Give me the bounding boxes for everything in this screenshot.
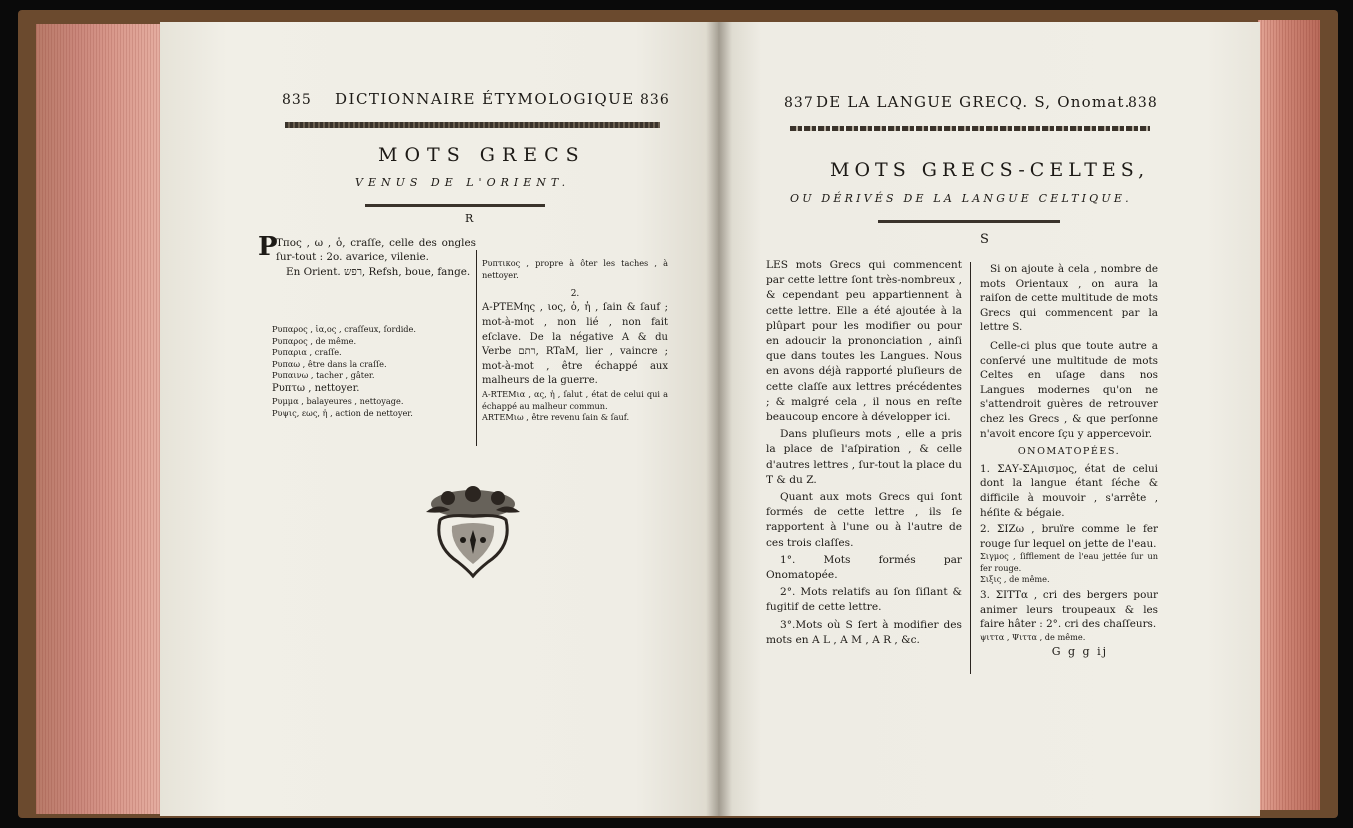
left-running-title: DICTIONNAIRE ÉTYMOLOGIQUE (335, 90, 635, 108)
right-header-ornament (790, 126, 1150, 131)
list-item: Ρυπτω , nettoyer. (272, 382, 360, 394)
right-col-1 (766, 258, 962, 648)
paragraph: Si on ajoute à cela , nombre de mots Orientaux , on aura la raiſon de cette multitude de mots Grecs qui commencent par la lettre S. (980, 263, 1158, 334)
paragraph: 1°. Mots formés par Onomatopée. (766, 553, 962, 582)
list-item: Ρυπαω , être dans la craſſe. (272, 358, 387, 369)
list-item: Ρυπαρος , de même. (272, 335, 357, 346)
right-page-edges (1258, 20, 1320, 810)
drop-cap-p: P (258, 232, 278, 262)
subheading-onomatopees: ONOMATOPÉES. (1017, 446, 1121, 458)
right-letter-heading: S (980, 232, 989, 247)
right-page-number: 837 (784, 95, 814, 111)
left-page (160, 22, 720, 816)
column-divider (970, 262, 971, 674)
right-ornament-rule (878, 220, 1060, 223)
list-item: Ρυπαρος , ἰα,ος , craſſeux, ſordide. (272, 324, 417, 334)
left-letter-heading: R (465, 212, 474, 225)
list-item: Ρυψις, εως, ἡ , action de nettoyer. (272, 407, 413, 418)
printer-fleuron-icon (418, 484, 528, 580)
entry: 2. ΣΙΖω , bruïre comme le fer rouge ſur lequel on jette de l'eau. (980, 523, 1158, 550)
right-page-number-2: 838 (1128, 95, 1158, 111)
list-item: Ρυπαινω , tacher , gâter. (272, 370, 375, 381)
book-gutter (706, 22, 732, 816)
column-divider (476, 250, 477, 446)
left-header-rule (285, 122, 660, 128)
entry-sub: Σιγμος , ſifflement de l'eau jettée ſur un fer rouge. (980, 551, 1158, 573)
left-page-number: 835 (282, 92, 312, 108)
entry-first: Ρυπτικος , propre à ôter les taches , à nettoyer. (482, 258, 668, 280)
left-section-subtitle: VENUS DE L'ORIENT. (355, 176, 571, 189)
paragraph: 2°. Mots relatifs au ſon ſiſlant & fugitif de cette lettre. (766, 586, 962, 614)
paragraph: Dans pluſieurs mots , elle a pris la place de l'aſpiration , & celle d'autres lettres , ſur-tout la place du T & du Z. (766, 428, 962, 486)
right-col-2 (980, 262, 1158, 660)
list-item: Ρυπαρια , craſſe. (272, 347, 342, 358)
entry-artemes: A-PTEMης , ιος, ὁ, ἡ , ſain & ſauf ; mot-à-mot , non lié , non fait eſclave. De la négative A & du Verbe רתם, RTaM, lier , vaincre ; mot-à-mot , être échappé aux malheurs de la guerre. (482, 302, 668, 387)
paragraph: LES mots Grecs qui commencent par cette lettre ſont très-nombreux , & cependant peu appartiennent à cette lettre. Elle a été ajoutée à la plûpart pour les modifier ou pour en adoucir la prononciation , ainſi que dans toutes les Langues. Nous en avons déjà rapporté pluſieurs de cette claſſe aux lettres précédentes ; & malgré cela , il nous en reſte beaucoup encore à développer ici. (766, 259, 962, 424)
right-section-subtitle: OU DÉRIVÉS DE LA LANGUE CELTIQUE. (790, 192, 1132, 205)
entry-sub: Σιξις , de même. (980, 574, 1050, 585)
entry-head: Τπος , ω , ὁ, craſſe, celle des ongles ſur-tout : 2o. avarice, vilenie. (276, 237, 476, 264)
paragraph: Quant aux mots Grecs qui ſont formés de cette lettre , ils ſe rapportent à l'une ou à l'autre de ces trois claſſes. (766, 491, 962, 549)
left-col-1-list (272, 324, 482, 419)
entry-sub: ψιττα , Ψιττα , de même. (980, 631, 1086, 642)
entry-artemio: ARTEMιω , être revenu ſain & ſauf. (482, 412, 630, 423)
orient-line: En Orient. רפש, Refsh, boue, fange. (286, 265, 471, 278)
paragraph: 3°.Mots où S ſert à modifier des mots en A L , A M , A R , &c. (766, 618, 962, 646)
entry: 1. ΣΑΥ-ΣΑμισμος, état de celui dont la langue étant ſéche & difficile à mouvoir , s'arrête , héſite & bégaie. (980, 462, 1158, 519)
right-page (718, 22, 1260, 816)
right-section-title: MOTS GRECS-CELTES, (830, 159, 1150, 181)
left-page-edges (36, 24, 166, 814)
left-col-2 (482, 258, 668, 424)
paragraph: Celle-ci plus que toute autre a conſervé une multitude de mots Celtes en uſage dans nos Langues modernes qu'on ne s'attendroit guères de retrouver chez les Grecs , & que perſonne n'avoit encore ſçu y appercevoir. (980, 339, 1158, 440)
entry-number: 2. (570, 289, 580, 300)
right-running-title: DE LA LANGUE GRECQ. S, Onomat. (816, 93, 1131, 111)
left-col-1 (276, 236, 476, 279)
signature-mark: G g g ij (1051, 645, 1108, 659)
entry: 3. ΣΙΤΤα , cri des bergers pour animer leurs troupeaux & les faire hâter : 2°. cri des chaſſeurs. (980, 589, 1158, 631)
left-ornament-rule (365, 204, 545, 207)
left-section-title: MOTS GRECS (378, 144, 586, 166)
list-item: Ρυμμα , balayeures , nettoyage. (272, 396, 404, 407)
left-page-number-2: 836 (640, 92, 670, 108)
entry-artemia: A-RTEMια , ας, ἡ , ſalut , état de celui qui a échappé au malheur commun. (482, 389, 668, 411)
